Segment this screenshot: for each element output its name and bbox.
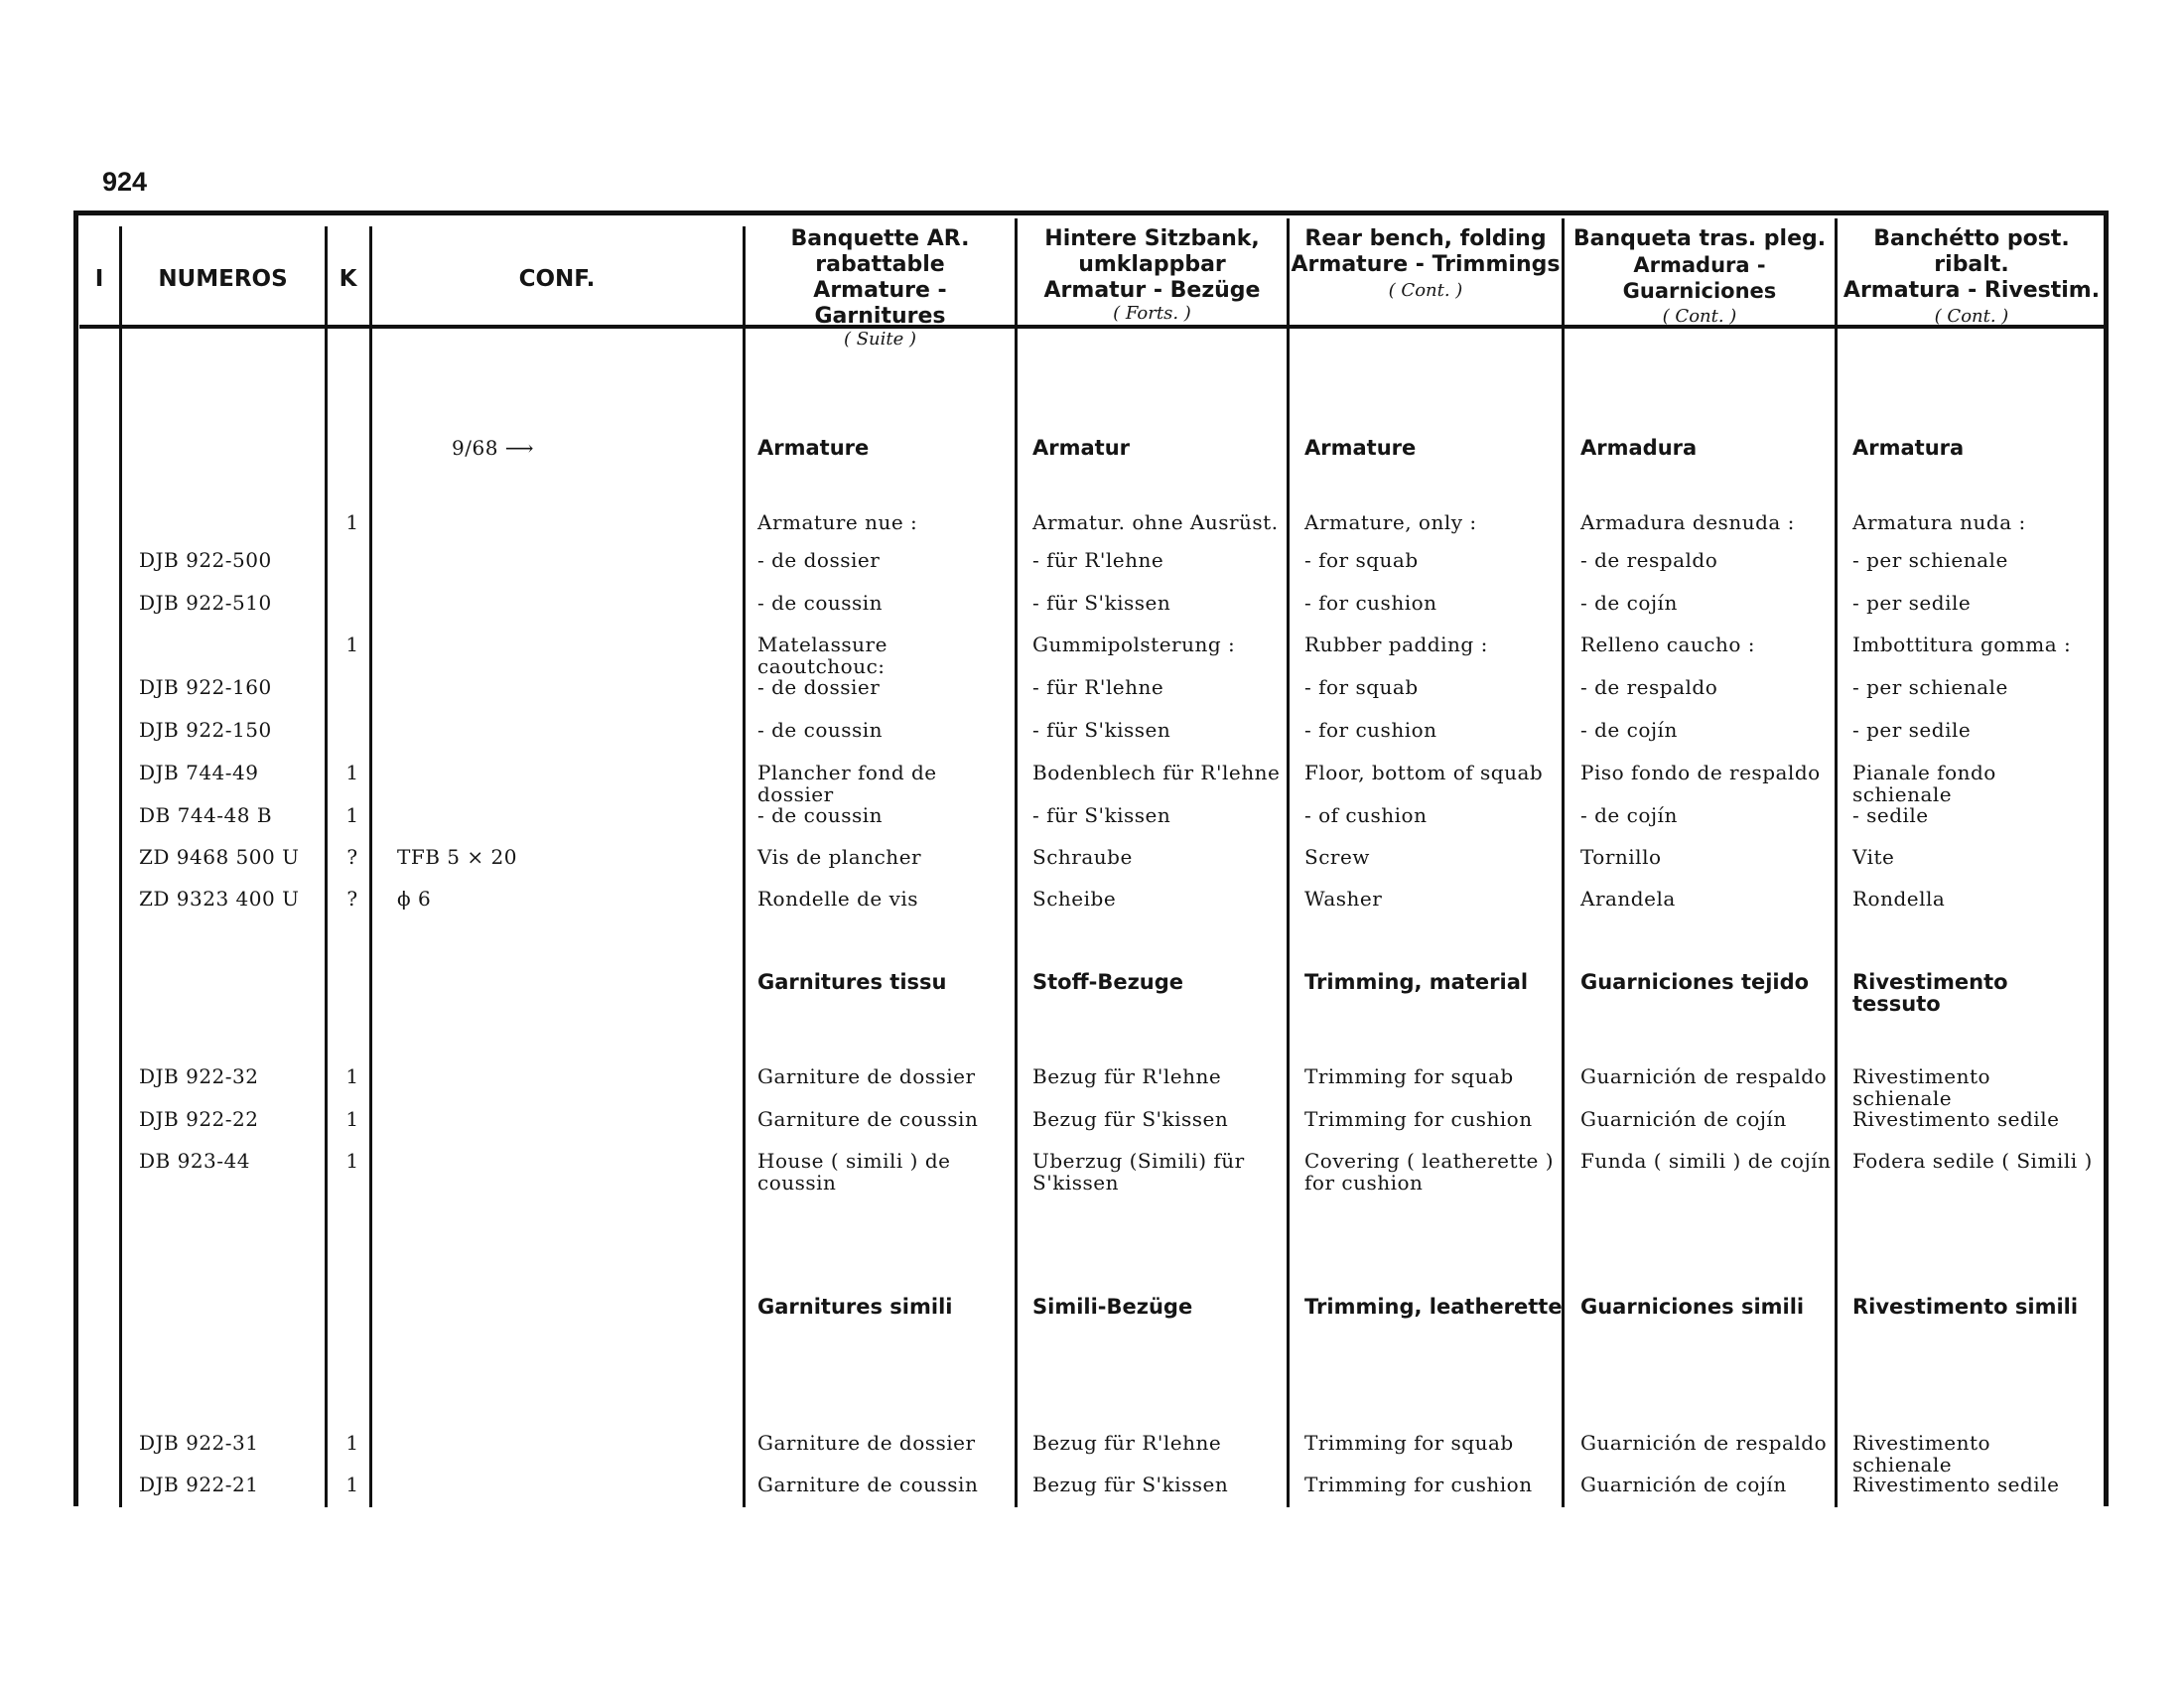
description-german: - für R'lehne bbox=[1032, 675, 1164, 699]
description-french: Garniture de coussin bbox=[757, 1473, 979, 1496]
quantity-k: 1 bbox=[345, 510, 359, 534]
configuration: TFB 5 × 20 bbox=[397, 845, 517, 869]
description-spanish: Guarniciones simili bbox=[1580, 1295, 1805, 1319]
header-line: Banquette AR. bbox=[790, 226, 970, 251]
description-french: Garnitures simili bbox=[757, 1295, 953, 1319]
table-row bbox=[0, 888, 2184, 927]
header-line: rabattable bbox=[815, 252, 945, 277]
description-spanish: Guarniciones tejido bbox=[1580, 970, 1810, 994]
description-english: Trimming, material bbox=[1304, 970, 1529, 994]
description-french: - de dossier bbox=[757, 548, 881, 572]
description-italian: Imbottitura gomma : bbox=[1852, 633, 2072, 656]
quantity-k: ? bbox=[346, 887, 358, 911]
part-number: DB 923-44 bbox=[139, 1149, 250, 1173]
description-german: Bezug für R'lehne bbox=[1032, 1064, 1222, 1088]
description-english: Trimming for squab bbox=[1304, 1431, 1514, 1455]
header-cont: ( Forts. ) bbox=[1113, 303, 1191, 324]
description-french: House ( simili ) de coussin bbox=[757, 1149, 951, 1195]
description-french: - de coussin bbox=[757, 803, 884, 827]
description-english: Covering ( leatherette ) for cushion bbox=[1304, 1149, 1555, 1195]
description-italian: Vite bbox=[1852, 845, 1895, 869]
description-german: Bezug für S'kissen bbox=[1032, 1473, 1229, 1496]
description-german: Scheibe bbox=[1032, 887, 1117, 911]
description-french: Rondelle de vis bbox=[757, 887, 919, 911]
description-english: Screw bbox=[1304, 845, 1370, 869]
table-row bbox=[0, 633, 2184, 678]
quantity-k: ? bbox=[346, 845, 358, 869]
description-french: - de coussin bbox=[757, 718, 884, 742]
header-line: Armature - Garnitures bbox=[813, 278, 947, 329]
description-german: Uberzug (Simili) für S'kissen bbox=[1032, 1149, 1245, 1195]
description-spanish: Tornillo bbox=[1580, 845, 1662, 869]
description-spanish: - de cojín bbox=[1580, 591, 1678, 615]
header-line: Banchétto post. ribalt. bbox=[1873, 226, 2070, 277]
description-french: Garniture de coussin bbox=[757, 1107, 979, 1131]
description-french: Matelassure caoutchouc: bbox=[757, 633, 887, 678]
part-number: ZD 9468 500 U bbox=[139, 845, 300, 869]
table-row bbox=[0, 1108, 2184, 1148]
part-number: DJB 922-31 bbox=[139, 1431, 259, 1455]
description-english: Trimming for squab bbox=[1304, 1064, 1514, 1088]
quantity-k: 1 bbox=[345, 1107, 359, 1131]
part-number: DJB 922-150 bbox=[139, 718, 272, 742]
description-german: - für S'kissen bbox=[1032, 718, 1171, 742]
description-spanish: Guarnición de cojín bbox=[1580, 1107, 1787, 1131]
description-english: Washer bbox=[1304, 887, 1383, 911]
table-row bbox=[0, 511, 2184, 551]
description-italian: Rivestimento sedile bbox=[1852, 1473, 2060, 1496]
part-number: DJB 922-32 bbox=[139, 1064, 259, 1088]
part-number: DJB 922-21 bbox=[139, 1473, 259, 1496]
part-number: DB 744-48 B bbox=[139, 803, 273, 827]
header-line: Armadura - Guarniciones bbox=[1622, 253, 1777, 303]
description-italian: Rivestimento tessuto bbox=[1852, 970, 2008, 1016]
description-english: Trimming, leatherette bbox=[1304, 1295, 1563, 1319]
header-cont: ( Cont. ) bbox=[1388, 280, 1463, 301]
quantity-k: 1 bbox=[345, 1431, 359, 1455]
table-row bbox=[0, 549, 2184, 589]
description-english: - for squab bbox=[1304, 675, 1419, 699]
description-german: Bodenblech für R'lehne bbox=[1032, 761, 1281, 784]
header-col-conf: CONF. bbox=[518, 266, 596, 292]
description-german: - für R'lehne bbox=[1032, 548, 1164, 572]
section-heading-row bbox=[0, 1296, 2184, 1336]
header-line: Armature - Trimmings bbox=[1291, 252, 1561, 277]
description-italian: Rondella bbox=[1852, 887, 1946, 911]
description-french: Plancher fond de dossier bbox=[757, 761, 937, 806]
description-spanish: Guarnición de respaldo bbox=[1580, 1064, 1828, 1088]
quantity-k: 1 bbox=[345, 803, 359, 827]
description-spanish: Armadura bbox=[1580, 436, 1698, 460]
description-german: Bezug für S'kissen bbox=[1032, 1107, 1229, 1131]
description-italian: Armatura nuda : bbox=[1852, 510, 2026, 534]
table-row bbox=[0, 676, 2184, 716]
configuration: 9/68 ⟶ bbox=[452, 436, 534, 460]
description-italian: - per sedile bbox=[1852, 591, 1972, 615]
description-spanish: Arandela bbox=[1580, 887, 1676, 911]
description-italian: - per schienale bbox=[1852, 675, 2008, 699]
header-col-numeros: NUMEROS bbox=[158, 266, 288, 292]
section-heading-row bbox=[0, 970, 2184, 1016]
description-english: Floor, bottom of squab bbox=[1304, 761, 1544, 784]
description-italian: Rivestimento sedile bbox=[1852, 1107, 2060, 1131]
description-french: Garniture de dossier bbox=[757, 1064, 976, 1088]
description-spanish: Armadura desnuda : bbox=[1580, 510, 1795, 534]
part-number: DJB 922-500 bbox=[139, 548, 272, 572]
table-row bbox=[0, 1149, 2184, 1195]
quantity-k: 1 bbox=[345, 1064, 359, 1088]
description-italian: Pianale fondo schienale bbox=[1852, 761, 1996, 806]
description-german: Armatur bbox=[1032, 436, 1131, 460]
description-spanish: Funda ( simili ) de cojín bbox=[1580, 1149, 1832, 1173]
description-french: - de coussin bbox=[757, 591, 884, 615]
description-english: Armature bbox=[1304, 436, 1417, 460]
quantity-k: 1 bbox=[345, 761, 359, 784]
description-spanish: - de respaldo bbox=[1580, 548, 1718, 572]
table-row bbox=[0, 1474, 2184, 1513]
description-english: - for squab bbox=[1304, 548, 1419, 572]
table-row bbox=[0, 761, 2184, 806]
description-german: Gummipolsterung : bbox=[1032, 633, 1236, 656]
description-english: Armature, only : bbox=[1304, 510, 1477, 534]
description-german: Schraube bbox=[1032, 845, 1133, 869]
description-english: Trimming for cushion bbox=[1304, 1107, 1533, 1131]
part-number: DJB 922-510 bbox=[139, 591, 272, 615]
description-german: Bezug für R'lehne bbox=[1032, 1431, 1222, 1455]
description-spanish: Relleno caucho : bbox=[1580, 633, 1756, 656]
header-line: Armatur - Bezüge bbox=[1043, 278, 1261, 303]
table-row bbox=[0, 846, 2184, 886]
description-italian: Fodera sedile ( Simili ) bbox=[1852, 1149, 2093, 1173]
header-col-i: I bbox=[94, 266, 104, 292]
header-line: Armatura - Rivestim. bbox=[1843, 278, 2101, 303]
quantity-k: 1 bbox=[345, 1149, 359, 1173]
header-line: Hintere Sitzbank, bbox=[1044, 226, 1260, 251]
description-italian: - per sedile bbox=[1852, 718, 1972, 742]
description-italian: Rivestimento simili bbox=[1852, 1295, 2079, 1319]
description-french: Garnitures tissu bbox=[757, 970, 947, 994]
quantity-k: 1 bbox=[345, 1473, 359, 1496]
table-row bbox=[0, 1064, 2184, 1110]
description-italian: Rivestimento schienale bbox=[1852, 1064, 1991, 1110]
header-cont: ( Cont. ) bbox=[1934, 306, 2009, 327]
description-italian: - sedile bbox=[1852, 803, 1929, 827]
part-number: DJB 922-22 bbox=[139, 1107, 259, 1131]
description-spanish: - de cojín bbox=[1580, 718, 1678, 742]
header-cont: ( Cont. ) bbox=[1662, 306, 1737, 327]
description-spanish: Guarnición de respaldo bbox=[1580, 1431, 1828, 1455]
configuration: ϕ 6 bbox=[397, 887, 432, 911]
header-line: Banqueta tras. pleg. bbox=[1572, 226, 1827, 251]
description-spanish: Piso fondo de respaldo bbox=[1580, 761, 1821, 784]
description-english: - for cushion bbox=[1304, 591, 1437, 615]
part-number: DJB 922-160 bbox=[139, 675, 272, 699]
description-french: Armature bbox=[757, 436, 870, 460]
description-german: - für S'kissen bbox=[1032, 803, 1171, 827]
description-english: Trimming for cushion bbox=[1304, 1473, 1533, 1496]
description-italian: - per schienale bbox=[1852, 548, 2008, 572]
description-english: - for cushion bbox=[1304, 718, 1437, 742]
description-french: Garniture de dossier bbox=[757, 1431, 976, 1455]
page-number: 924 bbox=[102, 167, 148, 197]
section-heading-row bbox=[0, 437, 2184, 477]
description-french: Vis de plancher bbox=[757, 845, 922, 869]
table-row bbox=[0, 1431, 2184, 1477]
description-spanish: - de cojín bbox=[1580, 803, 1678, 827]
quantity-k: 1 bbox=[345, 633, 359, 656]
description-spanish: - de respaldo bbox=[1580, 675, 1718, 699]
description-french: - de dossier bbox=[757, 675, 881, 699]
part-number: ZD 9323 400 U bbox=[139, 887, 300, 911]
table-row bbox=[0, 719, 2184, 759]
description-italian: Rivestimento schienale bbox=[1852, 1431, 1991, 1477]
description-german: Simili-Bezüge bbox=[1032, 1295, 1193, 1319]
table-row bbox=[0, 592, 2184, 632]
header-cont: ( Suite ) bbox=[843, 329, 917, 350]
header-line: Rear bench, folding bbox=[1304, 226, 1547, 251]
description-german: Stoff-Bezuge bbox=[1032, 970, 1184, 994]
header-col-k: K bbox=[339, 266, 357, 292]
description-english: - of cushion bbox=[1304, 803, 1428, 827]
description-english: Rubber padding : bbox=[1304, 633, 1488, 656]
description-german: - für S'kissen bbox=[1032, 591, 1171, 615]
description-french: Armature nue : bbox=[757, 510, 918, 534]
part-number: DJB 744-49 bbox=[139, 761, 259, 784]
description-german: Armatur. ohne Ausrüst. bbox=[1032, 510, 1279, 534]
header-line: umklappbar bbox=[1078, 252, 1226, 277]
table-row bbox=[0, 804, 2184, 844]
description-spanish: Guarnición de cojín bbox=[1580, 1473, 1787, 1496]
description-italian: Armatura bbox=[1852, 436, 1965, 460]
